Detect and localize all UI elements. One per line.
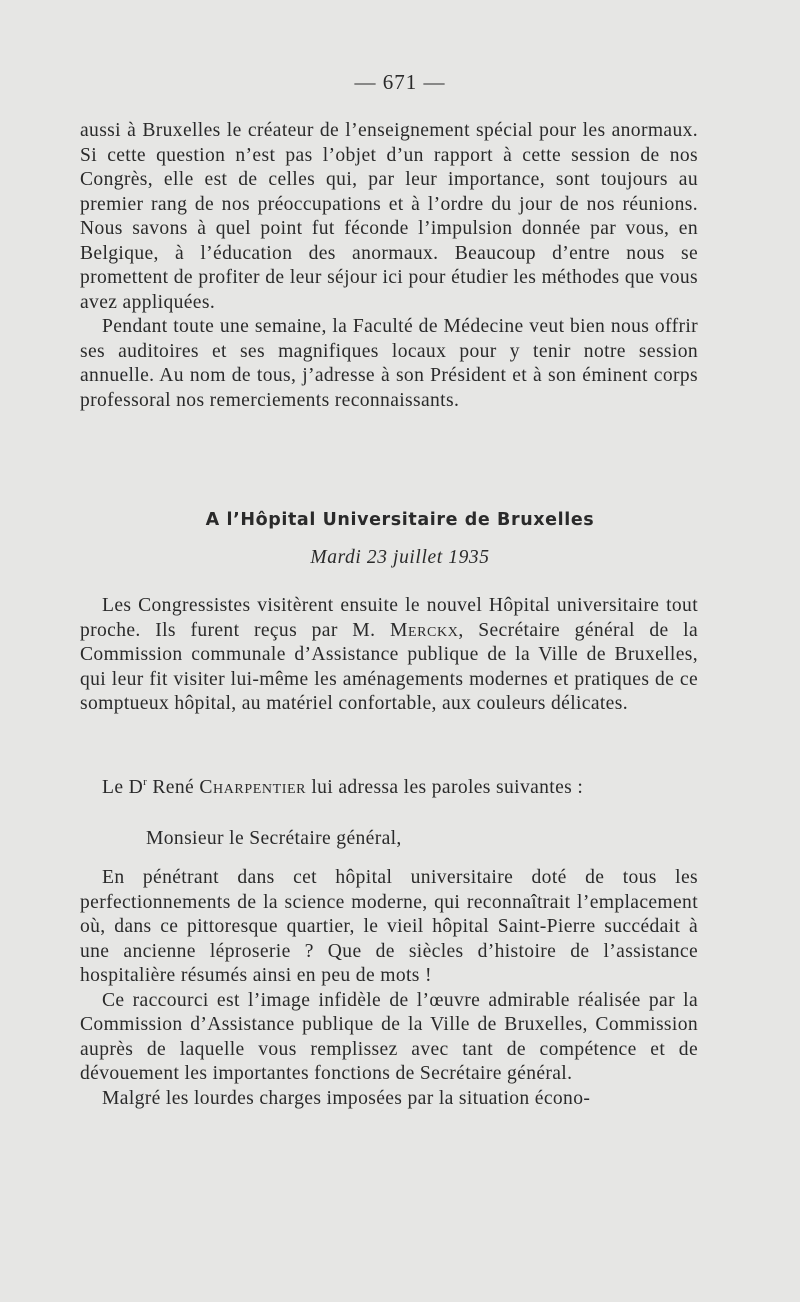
paragraph bbox=[80, 594, 698, 717]
paragraph: En pénétrant dans cet hôpital universitaire doté de tous les perfectionnements de la science moderne, qui reconnaîtrait l’emplacement où, dans ce pittoresque quartier, le vieil hôpital Saint-Pierre succédait à une ancienne léproserie ? Que de siècles d’histoire de l’assistance hospitalière résumés ainsi en peu de mots ! bbox=[80, 867, 698, 986]
paragraph: Pendant toute une semaine, la Faculté de Médecine veut bien nous offrir ses auditoires et ses magnifiques locaux pour y tenir notre session annuelle. Au nom de tous, j’adresse à son Président et à son éminent corps professoral nos remerciements reconnaissants. bbox=[80, 316, 698, 411]
person-name: Merckx bbox=[389, 619, 459, 641]
speaker-prefix: Le D bbox=[102, 777, 144, 798]
visit-text-before: Les Congressistes visitèrent ensuite le nouvel Hôpital universitaire tout proche. Ils furent reçus par M. bbox=[80, 595, 698, 641]
paragraph: Ce raccourci est l’image infidèle de l’œuvre admirable réalisée par la Commission d’Assistance publique de la Ville de Bruxelles, Commission auprès de laquelle vous remplissez avec tant de compétence et de dévouement les importantes fonctions de Secrétaire général. bbox=[80, 989, 698, 1084]
paragraph: Malgré les lourdes charges imposées par la situation écono- bbox=[102, 1087, 591, 1109]
section-date: Mardi 23 juillet 1935 bbox=[310, 547, 490, 568]
speaker-suffix: lui adressa les paroles suivantes : bbox=[311, 777, 584, 798]
speaker-first-name: René bbox=[152, 777, 195, 798]
visit-text bbox=[80, 594, 698, 717]
speaker-last-name: Charpentier bbox=[199, 777, 307, 798]
speaker-line bbox=[80, 776, 698, 801]
page-number: — 671 — bbox=[354, 70, 446, 94]
intro-text bbox=[80, 119, 698, 413]
salutation: Monsieur le Secrétaire général, bbox=[146, 828, 402, 849]
speech-text bbox=[80, 866, 698, 1111]
paragraph: aussi à Bruxelles le créateur de l’enseignement spécial pour les anormaux. Si cette question n’est pas l’objet d’un rapport à cette session de nos Congrès, elle est de celles qui, par leur importance, sont toujours au premier rang de nos préoccupations et à l’ordre du jour de nos réunions. Nous savons à quel point fut féconde l’impulsion donnée par vous, en Belgique, à l’éducation des anormaux. Beaucoup d’entre nous se promettent de profiter de leur séjour ici pour étudier les méthodes que vous avez appliquées. bbox=[80, 120, 698, 313]
paragraph bbox=[80, 776, 698, 801]
title-superscript: r bbox=[143, 776, 148, 788]
section-heading: A l’Hôpital Universitaire de Bruxelles bbox=[205, 510, 595, 530]
visit-text-after: , Secrétaire général de la Commission communale d’Assistance publique de la Ville de Bruxelles, qui leur fit visiter lui-même les aménagements modernes et pratiques de ce somptueux hôpital, au matériel confortable, aux couleurs délicates. bbox=[80, 619, 698, 714]
